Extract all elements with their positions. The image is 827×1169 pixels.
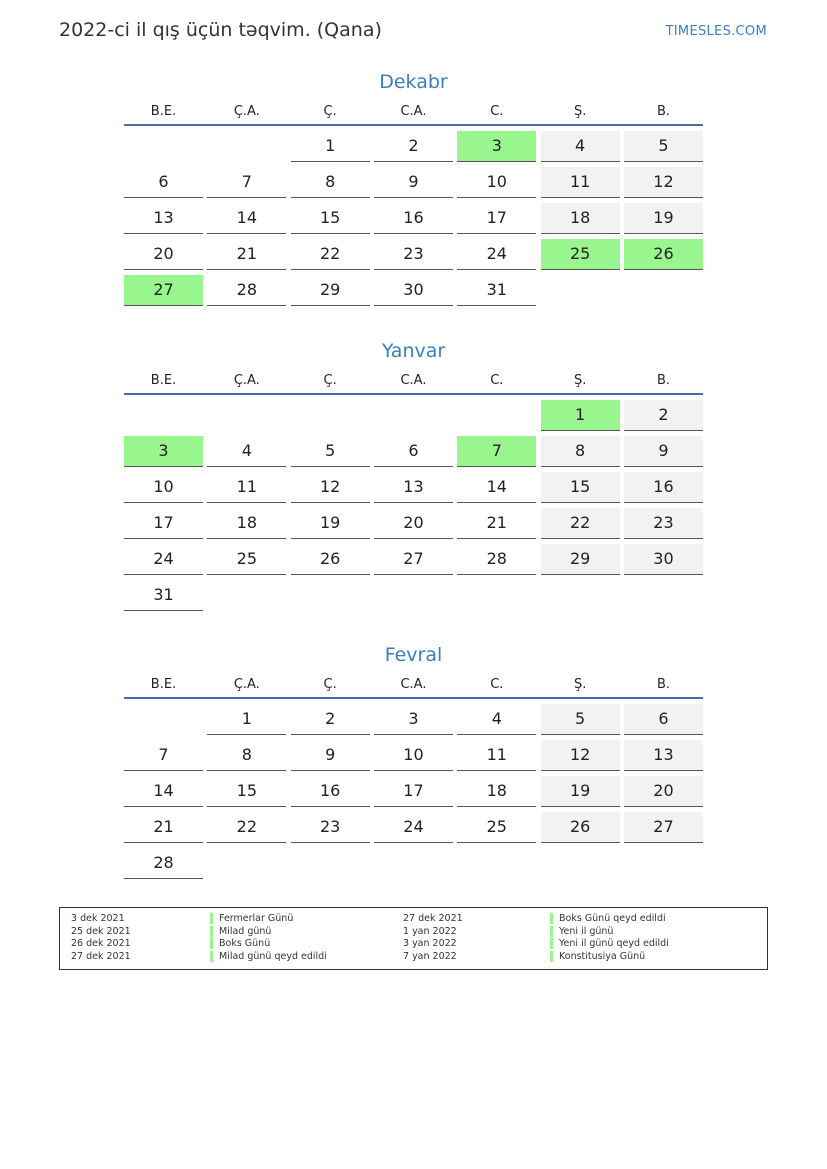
week-row (124, 508, 703, 544)
legend-date: 25 dek 2021 (71, 925, 131, 937)
day-cell[interactable]: 15 (541, 472, 620, 503)
day-cell[interactable]: 12 (541, 740, 620, 771)
day-cell[interactable]: 26 (624, 239, 703, 270)
weekday-label: Ş. (573, 677, 587, 692)
day-cell[interactable]: 21 (207, 239, 286, 270)
day-cell[interactable]: 12 (624, 167, 703, 198)
day-cell[interactable]: 5 (291, 436, 370, 467)
day-cell[interactable]: 29 (541, 544, 620, 575)
day-cell[interactable]: 22 (541, 508, 620, 539)
day-cell[interactable]: 1 (207, 704, 286, 735)
empty-cell (457, 400, 536, 430)
day-cell[interactable]: 7 (457, 436, 536, 467)
day-cell[interactable]: 5 (541, 704, 620, 735)
day-cell[interactable]: 4 (207, 436, 286, 467)
month-calendar (124, 339, 703, 616)
day-cell[interactable]: 27 (374, 544, 453, 575)
day-cell[interactable]: 28 (207, 275, 286, 306)
week-row (124, 812, 703, 848)
weekday-label: B.E. (150, 373, 177, 388)
day-cell[interactable]: 14 (207, 203, 286, 234)
page-title: 2022-ci il qış üçün təqvim. (Qana) (59, 19, 382, 41)
empty-cell (207, 131, 286, 161)
day-cell[interactable]: 13 (374, 472, 453, 503)
day-cell[interactable]: 1 (541, 400, 620, 431)
day-cell[interactable]: 27 (124, 275, 203, 306)
week-row (124, 167, 703, 203)
day-cell[interactable]: 23 (291, 812, 370, 843)
legend-holiday-name: Milad günü (210, 926, 271, 937)
legend-date: 3 dek 2021 (71, 913, 125, 924)
empty-cell (624, 275, 703, 305)
day-cell[interactable]: 1 (291, 131, 370, 162)
month-name: Dekabr (379, 71, 448, 93)
weekday-header (124, 673, 703, 697)
day-cell[interactable]: 15 (291, 203, 370, 234)
day-cell[interactable]: 13 (624, 740, 703, 771)
legend-date: 27 dek 2021 (403, 913, 463, 924)
header-divider (124, 393, 703, 395)
day-cell[interactable]: 19 (624, 203, 703, 234)
day-cell[interactable]: 24 (374, 812, 453, 843)
day-cell[interactable]: 15 (207, 776, 286, 807)
day-cell[interactable]: 2 (624, 400, 703, 431)
day-cell[interactable]: 17 (124, 508, 203, 539)
empty-cell (291, 580, 370, 610)
legend-holiday-name: Milad günü qeyd edildi (210, 951, 327, 962)
header-divider (124, 697, 703, 699)
legend-holiday-name: Yeni il günü qeyd edildi (550, 938, 669, 949)
legend-date: 26 dek 2021 (71, 938, 131, 949)
day-cell[interactable]: 16 (624, 472, 703, 503)
day-cell[interactable]: 11 (207, 472, 286, 503)
day-cell[interactable]: 14 (457, 472, 536, 503)
empty-cell (457, 580, 536, 610)
month-name: Fevral (384, 644, 443, 666)
empty-cell (541, 848, 620, 878)
legend-date: 3 yan 2022 (403, 938, 457, 949)
day-cell[interactable]: 3 (457, 131, 536, 162)
day-cell[interactable]: 24 (124, 544, 203, 575)
day-cell[interactable]: 26 (291, 544, 370, 575)
empty-cell (207, 580, 286, 610)
empty-cell (374, 580, 453, 610)
day-cell[interactable]: 9 (624, 436, 703, 467)
weekday-label: Ç.A. (233, 373, 260, 388)
weekday-header (124, 369, 703, 393)
day-cell[interactable]: 14 (124, 776, 203, 807)
day-cell[interactable]: 9 (291, 740, 370, 771)
day-cell[interactable]: 17 (457, 203, 536, 234)
legend-holiday-name: Boks Günü qeyd edildi (550, 913, 666, 924)
day-cell[interactable]: 25 (207, 544, 286, 575)
weekday-label: C. (490, 373, 504, 388)
day-cell[interactable]: 26 (541, 812, 620, 843)
day-cell[interactable]: 4 (457, 704, 536, 735)
empty-cell (374, 400, 453, 430)
day-cell[interactable]: 31 (124, 580, 203, 611)
day-cell[interactable]: 3 (374, 704, 453, 735)
week-row (124, 472, 703, 508)
weekday-label: Ç. (323, 373, 337, 388)
weekday-label: C.A. (400, 373, 427, 388)
month-calendar (124, 643, 703, 884)
day-cell[interactable]: 23 (374, 239, 453, 270)
week-row (124, 131, 703, 167)
site-link[interactable]: TIMESLES.COM (665, 24, 767, 39)
weekday-label: C.A. (400, 677, 427, 692)
day-cell[interactable]: 30 (374, 275, 453, 306)
holiday-legend (59, 907, 768, 970)
week-row (124, 848, 703, 884)
week-row (124, 203, 703, 239)
day-cell[interactable]: 20 (374, 508, 453, 539)
empty-cell (124, 704, 203, 734)
day-cell[interactable]: 18 (207, 508, 286, 539)
weekday-label: C. (490, 677, 504, 692)
day-cell[interactable]: 21 (457, 508, 536, 539)
day-cell[interactable]: 20 (124, 239, 203, 270)
week-row (124, 580, 703, 616)
weekday-label: Ç.A. (233, 677, 260, 692)
weekday-label: C.A. (400, 104, 427, 119)
week-row (124, 740, 703, 776)
legend-holiday-name: Yeni il günü (550, 926, 613, 937)
day-cell[interactable]: 16 (291, 776, 370, 807)
day-cell[interactable]: 23 (624, 508, 703, 539)
day-cell[interactable]: 29 (291, 275, 370, 306)
day-cell[interactable]: 2 (291, 704, 370, 735)
day-cell[interactable]: 21 (124, 812, 203, 843)
day-cell[interactable]: 27 (624, 812, 703, 843)
weekday-label: C. (490, 104, 504, 119)
week-row (124, 275, 703, 311)
weekday-label: Ç. (323, 104, 337, 119)
empty-cell (374, 848, 453, 878)
day-cell[interactable]: 28 (124, 848, 203, 879)
empty-cell (541, 275, 620, 305)
day-cell[interactable]: 28 (457, 544, 536, 575)
empty-cell (124, 400, 203, 430)
month-name: Yanvar (381, 340, 446, 362)
day-cell[interactable]: 8 (291, 167, 370, 198)
weekday-label: Ş. (573, 104, 587, 119)
empty-cell (207, 400, 286, 430)
weekday-label: Ç. (323, 677, 337, 692)
header-divider (124, 124, 703, 126)
day-cell[interactable]: 6 (124, 167, 203, 198)
day-cell[interactable]: 7 (207, 167, 286, 198)
empty-cell (124, 131, 203, 161)
week-row (124, 239, 703, 275)
weekday-label: B. (656, 373, 670, 388)
day-cell[interactable]: 7 (124, 740, 203, 771)
weekday-header (124, 100, 703, 124)
legend-date: 7 yan 2022 (403, 950, 457, 962)
empty-cell (624, 580, 703, 610)
day-cell[interactable]: 25 (457, 812, 536, 843)
empty-cell (624, 848, 703, 878)
week-row (124, 436, 703, 472)
week-row (124, 400, 703, 436)
weekday-label: B. (656, 677, 670, 692)
day-cell[interactable]: 5 (624, 131, 703, 162)
day-cell[interactable]: 30 (624, 544, 703, 575)
day-cell[interactable]: 11 (541, 167, 620, 198)
day-cell[interactable]: 22 (291, 239, 370, 270)
empty-cell (207, 848, 286, 878)
day-cell[interactable]: 18 (457, 776, 536, 807)
day-cell[interactable]: 18 (541, 203, 620, 234)
weekday-label: Ç.A. (233, 104, 260, 119)
day-cell[interactable]: 6 (374, 436, 453, 467)
day-cell[interactable]: 8 (207, 740, 286, 771)
weekday-label: B.E. (150, 677, 177, 692)
month-calendar (124, 70, 703, 311)
legend-holiday-name: Fermerlar Günü (210, 913, 293, 924)
day-cell[interactable]: 2 (374, 131, 453, 162)
day-cell[interactable]: 19 (541, 776, 620, 807)
day-cell[interactable]: 10 (457, 167, 536, 198)
day-cell[interactable]: 25 (541, 239, 620, 270)
day-cell[interactable]: 16 (374, 203, 453, 234)
day-cell[interactable]: 12 (291, 472, 370, 503)
day-cell[interactable]: 10 (374, 740, 453, 771)
day-cell[interactable]: 19 (291, 508, 370, 539)
weekday-label: B.E. (150, 104, 177, 119)
weekday-label: Ş. (573, 373, 587, 388)
day-cell[interactable]: 20 (624, 776, 703, 807)
day-cell[interactable]: 4 (541, 131, 620, 162)
empty-cell (457, 848, 536, 878)
week-row (124, 704, 703, 740)
empty-cell (291, 848, 370, 878)
day-cell[interactable]: 13 (124, 203, 203, 234)
day-cell[interactable]: 22 (207, 812, 286, 843)
legend-holiday-name: Konstitusiya Günü (550, 951, 645, 962)
week-row (124, 776, 703, 812)
day-cell[interactable]: 3 (124, 436, 203, 467)
day-cell[interactable]: 8 (541, 436, 620, 467)
day-cell[interactable]: 11 (457, 740, 536, 771)
empty-cell (291, 400, 370, 430)
day-cell[interactable]: 10 (124, 472, 203, 503)
day-cell[interactable]: 9 (374, 167, 453, 198)
day-cell[interactable]: 17 (374, 776, 453, 807)
day-cell[interactable]: 6 (624, 704, 703, 735)
legend-holiday-name: Boks Günü (210, 938, 270, 949)
week-row (124, 544, 703, 580)
legend-date: 1 yan 2022 (403, 925, 457, 937)
weekday-label: B. (656, 104, 670, 119)
empty-cell (541, 580, 620, 610)
day-cell[interactable]: 31 (457, 275, 536, 306)
day-cell[interactable]: 24 (457, 239, 536, 270)
legend-date: 27 dek 2021 (71, 950, 131, 962)
